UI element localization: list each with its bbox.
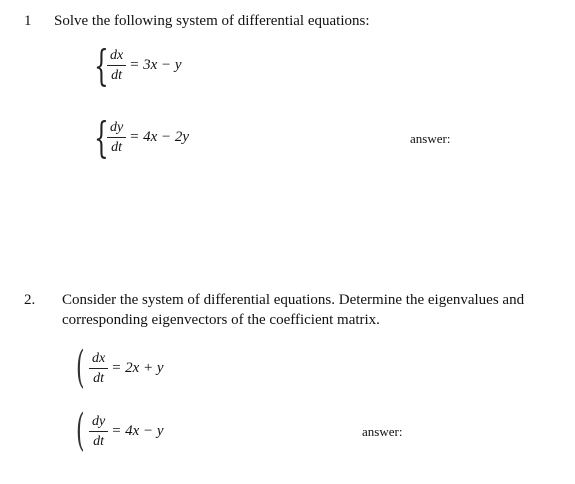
derivative-fraction [107, 120, 126, 155]
problem-2-equation-2 [76, 405, 164, 456]
problem-2-equation-1 [76, 342, 164, 393]
equation-rhs: = 4x − 2y [129, 129, 190, 145]
fraction-numerator: dy [107, 120, 126, 138]
fraction-denominator: dt [93, 433, 105, 449]
left-paren-icon: ( [76, 342, 85, 393]
problem-1-answer-label: answer: [410, 131, 451, 146]
fraction-denominator: dt [111, 140, 123, 155]
equation-rhs: = 4x − y [111, 422, 164, 439]
derivative-fraction [107, 48, 126, 83]
problem-1-text: Solve the following system of differential equations: [54, 13, 370, 29]
fraction-denominator: dt [111, 68, 123, 83]
fraction-numerator: dy [89, 414, 108, 432]
fraction-denominator: dt [93, 370, 105, 386]
left-brace-icon: { [94, 112, 109, 162]
left-brace-icon: { [94, 40, 109, 90]
problem-1-number: 1 [24, 13, 32, 29]
derivative-fraction [89, 414, 108, 449]
problem-2-text: Consider the system of differential equations. Determine the eigenvalues and corresponding eigenvectors of the coefficient matrix. [62, 292, 525, 328]
derivative-fraction [89, 351, 108, 386]
fraction-numerator: dx [107, 48, 126, 66]
equation-rhs: = 2x + y [111, 359, 164, 376]
problem-1-equation-2 [94, 112, 190, 162]
problem-1-equation-1 [94, 40, 182, 90]
problem-2-answer-label: answer: [362, 424, 403, 439]
fraction-numerator: dx [89, 351, 108, 369]
problem-2-number: 2. [24, 292, 36, 308]
equation-rhs: = 3x − y [129, 57, 182, 73]
left-paren-icon: ( [76, 405, 85, 456]
